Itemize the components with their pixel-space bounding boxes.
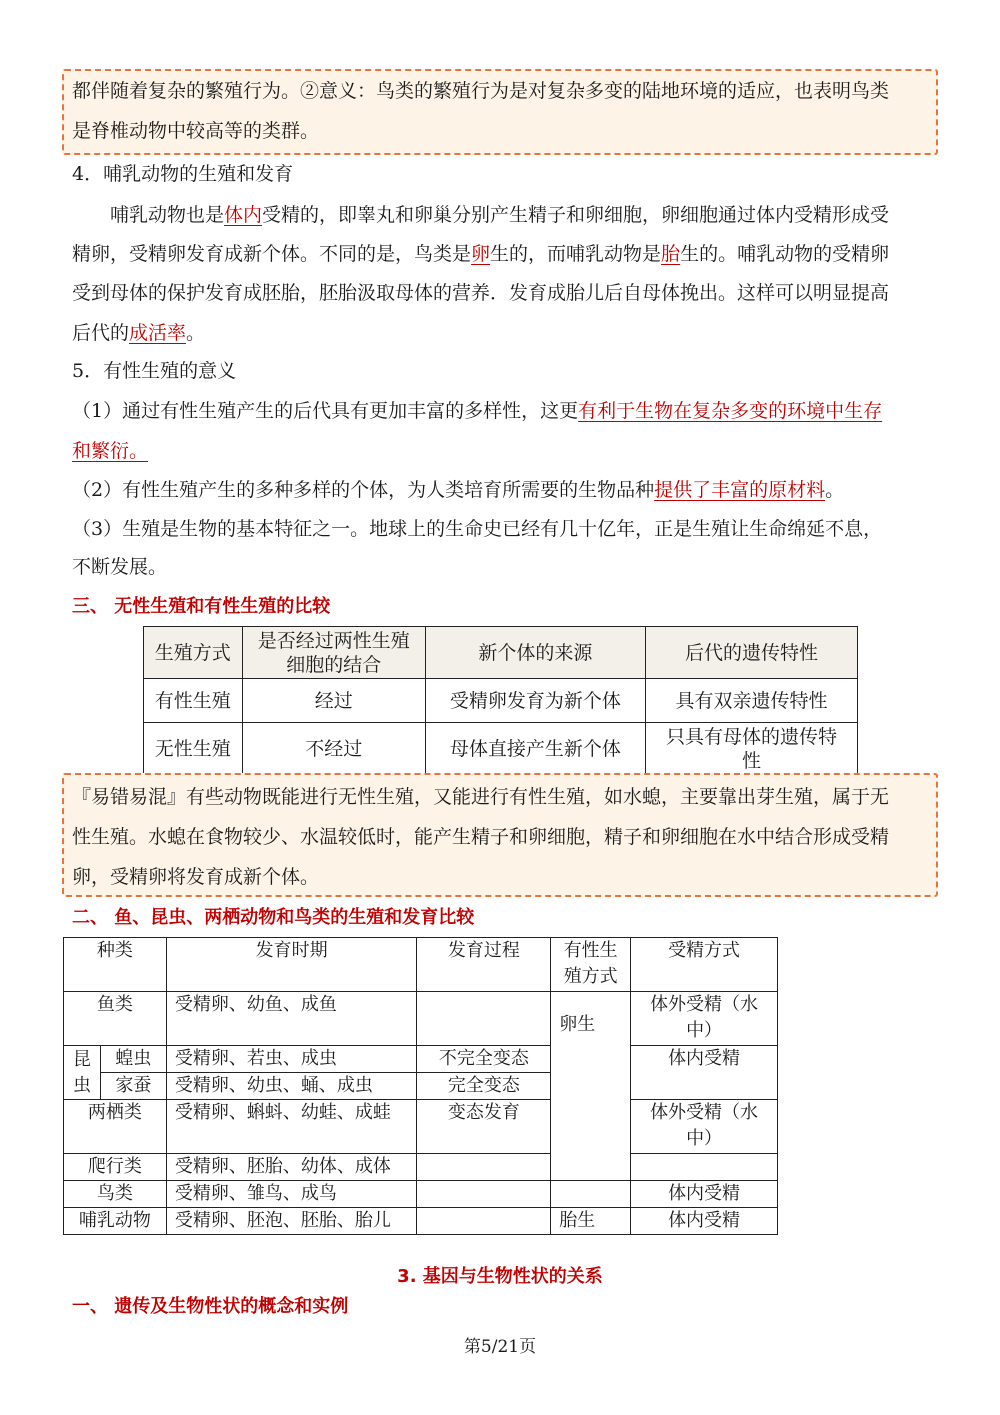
chapter-title: 3. 基因与生物性状的关系 <box>397 1266 603 1287</box>
th-period: 发育时期 <box>166 938 417 992</box>
th-kind: 种类 <box>64 938 167 992</box>
table-cell: 无性生殖 <box>144 723 243 775</box>
key-term-viviparous: 胎 <box>661 243 681 265</box>
table-cell: 体内受精 <box>631 1046 778 1100</box>
table-cell: 哺乳动物 <box>64 1208 167 1235</box>
table-cell: 受精卵、幼虫、蛹、成虫 <box>166 1073 417 1100</box>
table-cell: 受精卵、若虫、成虫 <box>166 1046 417 1073</box>
table-cell: 具有双亲遗传特性 <box>645 679 857 723</box>
table-cell: 体内受精 <box>631 1208 778 1235</box>
table-cell: 受精卵发育为新个体 <box>425 679 645 723</box>
key-term-internal: 体内 <box>224 204 263 226</box>
table-cell: 只具有母体的遗传特 性 <box>645 723 857 775</box>
table-cell: 有性生殖 <box>144 679 243 723</box>
mistake-line-2: 性生殖。水螅在食物较少、水温较低时，能产生精子和卵细胞，精子和卵细胞在水中结合形成受精 <box>72 826 890 848</box>
table-cell: 胎生 <box>551 1208 631 1235</box>
section4-para-line-2: 精卵，受精卵发育成新个体。不同的是，鸟类是卵生的，而哺乳动物是胎生的。哺乳动物的受精卵 <box>72 243 890 265</box>
table-cell: 体外受精（水 中） <box>631 1100 778 1154</box>
table-cell: 受精卵、幼鱼、成鱼 <box>166 992 417 1046</box>
section5-item3-line2: 不断发展。 <box>72 556 168 578</box>
intro-line-1: 都伴随着复杂的繁殖行为。②意义：鸟类的繁殖行为是对复杂多变的陆地环境的适应，也表明鸟类 <box>72 80 890 102</box>
section5-item2: （2）有性生殖产生的多种多样的个体，为人类培育所需要的生物品种提供了丰富的原材料。 <box>72 479 845 501</box>
table-cell: 母体直接产生新个体 <box>425 723 645 775</box>
table-cell: 两栖类 <box>64 1100 167 1154</box>
table-cell: 受精卵、蝌蚪、幼蛙、成蛙 <box>166 1100 417 1154</box>
table-cell: 经过 <box>242 679 425 723</box>
th-source: 新个体的来源 <box>425 627 645 679</box>
section4-title: 4．哺乳动物的生殖和发育 <box>72 163 294 185</box>
table-cell: 爬行类 <box>64 1154 167 1181</box>
table-cell: 受精卵、胚泡、胚胎、胎儿 <box>166 1208 417 1235</box>
table-cell: 鱼类 <box>64 992 167 1046</box>
section4-para-line-1: 哺乳动物也是体内受精的，即睾丸和卵巢分别产生精子和卵细胞，卵细胞通过体内受精形成受 <box>110 204 890 226</box>
table-cell <box>417 992 551 1046</box>
table-cell <box>417 1208 551 1235</box>
section5-item1-line2: 和繁衍。 <box>72 440 149 462</box>
table-cell: 蝗虫 <box>100 1046 166 1073</box>
table-cell <box>417 1154 551 1181</box>
compare-heading: 三、 无性生殖和有性生殖的比较 <box>72 596 331 617</box>
th-process: 发育过程 <box>417 938 551 992</box>
key-term-oviparous: 卵 <box>471 243 491 265</box>
th-mode: 有性生 殖方式 <box>551 938 631 992</box>
th-fertilization: 受精方式 <box>631 938 778 992</box>
table-cell: 昆 虫 <box>64 1046 101 1100</box>
section5-item1-line1: （1）通过有性生殖产生的后代具有更加丰富的多样性，这更有利于生物在复杂多变的环境中生存 <box>72 400 883 422</box>
table-cell: 受精卵、雏鸟、成鸟 <box>166 1181 417 1208</box>
section4-para-line-3: 受到母体的保护发育成胚胎，胚胎汲取母体的营养．发育成胎儿后自母体挽出。这样可以明显提高 <box>72 282 890 304</box>
animal-compare-table <box>63 937 778 1235</box>
key-term-raw-material: 提供了丰富的原材料 <box>654 479 826 501</box>
mistake-line-1: 『易错易混』有些动物既能进行无性生殖，又能进行有性生殖，如水螅，主要靠出芽生殖，属于无 <box>72 786 890 808</box>
th-heredity: 后代的遗传特性 <box>645 627 857 679</box>
key-term-survival-rate: 成活率 <box>129 322 187 344</box>
animal-compare-heading: 二、 鱼、昆虫、两栖动物和鸟类的生殖和发育比较 <box>72 907 475 928</box>
table-cell: 不经过 <box>242 723 425 775</box>
table-cell: 体内受精 <box>631 1181 778 1208</box>
heredity-heading: 一、 遗传及生物性状的概念和实例 <box>72 1296 349 1317</box>
table-cell: 变态发育 <box>417 1100 551 1154</box>
section5-title: 5．有性生殖的意义 <box>72 360 237 382</box>
table-cell: 卵生 <box>551 992 631 1181</box>
table-cell: 家蚕 <box>100 1073 166 1100</box>
reproduction-compare-table <box>143 626 858 775</box>
mistake-line-3: 卵，受精卵将发育成新个体。 <box>72 866 320 888</box>
table-cell: 完全变态 <box>417 1073 551 1100</box>
section4-para-line-4: 后代的成活率。 <box>72 322 206 344</box>
table-cell: 鸟类 <box>64 1181 167 1208</box>
intro-line-2: 是脊椎动物中较高等的类群。 <box>72 120 320 142</box>
th-fusion: 是否经过两性生殖 细胞的结合 <box>242 627 425 679</box>
key-term-adaptation: 有利于生物在复杂多变的环境中生存 <box>578 400 883 422</box>
section5-item3-line1: （3）生殖是生物的基本特征之一。地球上的生命史已经有几十亿年，正是生殖让生命绵延不息， <box>72 518 883 540</box>
table-cell: 不完全变态 <box>417 1046 551 1073</box>
th-mode: 生殖方式 <box>144 627 243 679</box>
table-cell <box>631 1154 778 1181</box>
table-cell <box>551 1181 631 1208</box>
table-cell <box>417 1181 551 1208</box>
page-number: 第5/21页 <box>463 1337 537 1357</box>
table-cell: 体外受精（水 中） <box>631 992 778 1046</box>
table-cell: 受精卵、胚胎、幼体、成体 <box>166 1154 417 1181</box>
